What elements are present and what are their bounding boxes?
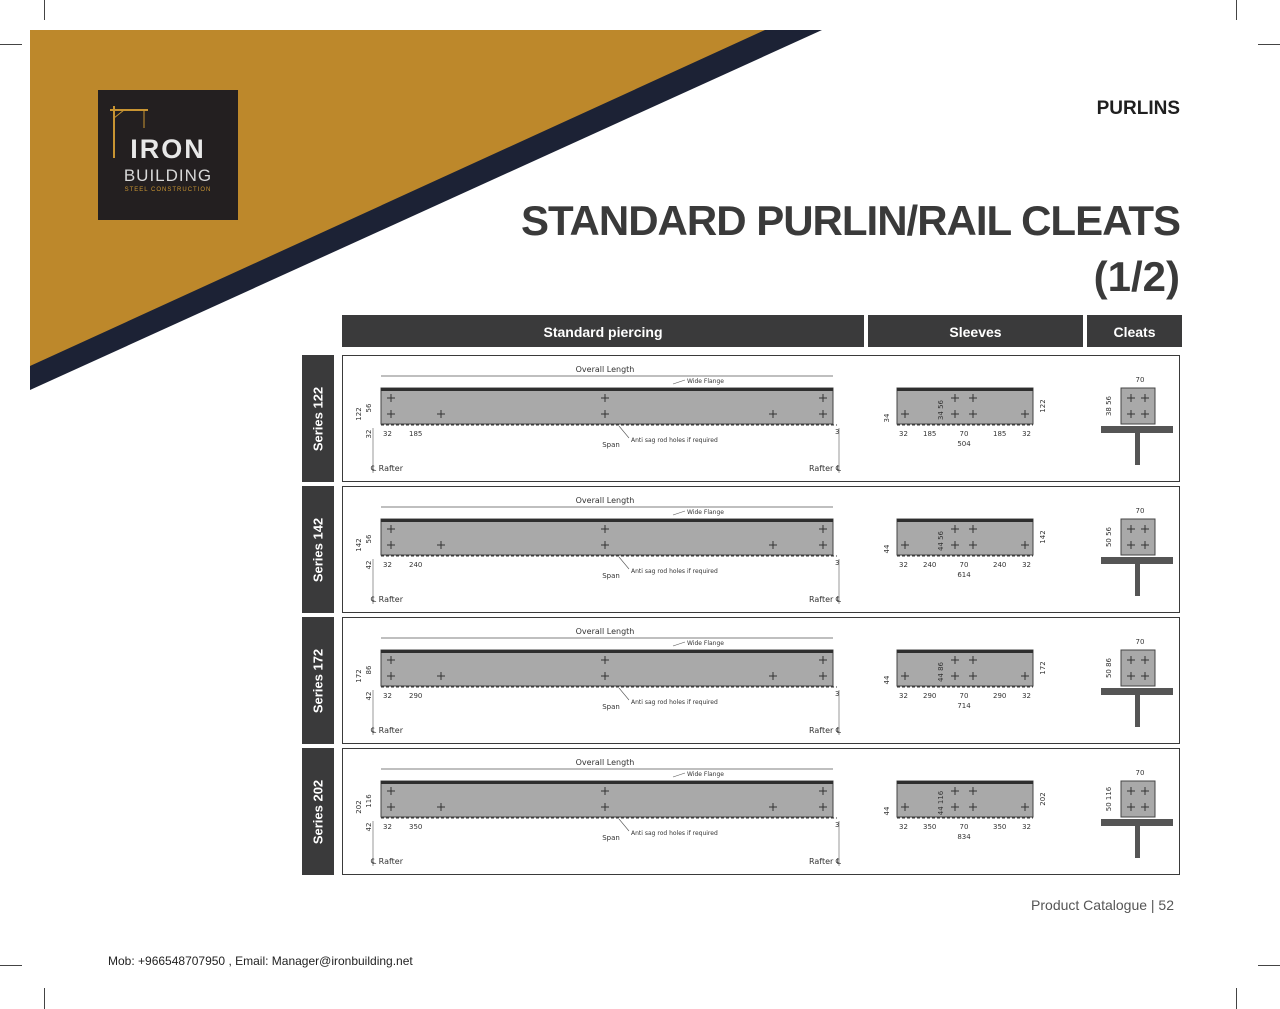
sleeve-edge-left: 32: [899, 823, 908, 831]
sleeve-edge-left: 32: [899, 430, 908, 438]
edge-dimension: 32: [383, 561, 392, 569]
sleeve-bottom-dimension: 34: [883, 413, 891, 423]
edge-dimension: 32: [383, 692, 392, 700]
sleeve-mid-dimension: 70: [959, 823, 969, 831]
span-label: Span: [602, 834, 620, 842]
series-label-text: Series 172: [310, 648, 326, 713]
sleeve-edge-right: 32: [1022, 692, 1031, 700]
sleeve-depth-dimension: 172: [1039, 661, 1047, 675]
sleeve-bottom-dimension: 44: [883, 544, 891, 554]
sleeve-mid-dimension: 70: [959, 430, 969, 438]
cleat-width-dimension: 70: [1135, 376, 1145, 384]
rafter-left-label: ℄ Rafter: [371, 857, 403, 866]
purlin-section: [381, 519, 833, 555]
sleeve-mid-dimension: 70: [959, 561, 969, 569]
sleeve-spacing-right: 290: [993, 692, 1007, 700]
sleeve-spacing-left: 290: [923, 692, 937, 700]
overall-length-label: Overall Length: [575, 758, 635, 767]
overall-length-label: Overall Length: [575, 496, 635, 505]
sleeve-inner-dimension: 44 56: [937, 530, 945, 552]
sleeve-total-dimension: 834: [957, 833, 971, 841]
hole-gap-dimension: 56: [365, 534, 373, 544]
sleeve-bottom-dimension: 44: [883, 675, 891, 685]
depth-dimension: 142: [355, 538, 363, 552]
anti-sag-label: Anti sag rod holes if required: [631, 830, 718, 837]
sleeve-spacing-left: 185: [923, 430, 937, 438]
sleeve-section: [897, 388, 1033, 424]
end-mark: 3: [835, 690, 840, 698]
series-row: [342, 748, 1180, 875]
logo-name-bottom: BUILDING: [123, 166, 213, 185]
sleeve-edge-left: 32: [899, 561, 908, 569]
rafter-flange: [1101, 688, 1173, 695]
series-row: [342, 617, 1180, 744]
page-title: STANDARD PURLIN/RAIL CLEATS: [521, 197, 1180, 244]
rafter-left-label: ℄ Rafter: [371, 464, 403, 473]
purlin-section: [381, 781, 833, 817]
wide-flange-label: Wide Flange: [687, 640, 724, 647]
purlin-section: [381, 388, 833, 424]
purlin-drawing: [343, 487, 1181, 614]
rafter-flange: [1101, 426, 1173, 433]
sleeve-inner-dimension: 34 56: [937, 399, 945, 421]
overall-length-label: Overall Length: [575, 365, 635, 374]
cleat-plate: [1121, 519, 1155, 555]
wide-flange-label: Wide Flange: [687, 378, 724, 385]
sleeve-total-dimension: 504: [957, 440, 971, 448]
sleeve-spacing-left: 350: [923, 823, 937, 831]
spacing-dimension: 240: [409, 561, 423, 569]
anti-sag-label: Anti sag rod holes if required: [631, 437, 718, 444]
purlin-drawing: [343, 749, 1181, 876]
sleeve-depth-dimension: 122: [1039, 399, 1047, 413]
column-header-standard-piercing: Standard piercing: [342, 315, 864, 347]
edge-dimension: 32: [383, 823, 392, 831]
sleeve-edge-right: 32: [1022, 561, 1031, 569]
sleeve-section: [897, 650, 1033, 686]
sleeve-total-dimension: 714: [957, 702, 971, 710]
rafter-right-label: Rafter ℄: [809, 464, 841, 473]
rafter-web: [1135, 695, 1140, 727]
cleat-height-dimension: 50 116: [1105, 786, 1113, 812]
spacing-dimension: 350: [409, 823, 423, 831]
rafter-left-label: ℄ Rafter: [371, 726, 403, 735]
anti-sag-label: Anti sag rod holes if required: [631, 699, 718, 706]
depth-dimension: 202: [355, 800, 363, 814]
sleeve-section: [897, 781, 1033, 817]
wide-flange-label: Wide Flange: [687, 509, 724, 516]
crop-mark: [1258, 44, 1280, 45]
sleeve-spacing-right: 185: [993, 430, 1007, 438]
crop-mark: [1236, 0, 1237, 20]
purlin-drawing: [343, 356, 1181, 483]
sleeve-depth-dimension: 142: [1039, 530, 1047, 544]
sleeve-edge-right: 32: [1022, 823, 1031, 831]
sleeve-mid-dimension: 70: [959, 692, 969, 700]
bottom-dimension: 42: [365, 822, 373, 832]
series-label: [302, 486, 334, 613]
page-title-part: (1/2): [1093, 253, 1180, 300]
rafter-right-label: Rafter ℄: [809, 857, 841, 866]
series-label: [302, 748, 334, 875]
end-mark: 3: [835, 821, 840, 829]
crop-mark: [1258, 965, 1280, 966]
sleeve-spacing-left: 240: [923, 561, 937, 569]
cleat-width-dimension: 70: [1135, 769, 1145, 777]
cleat-height-dimension: 38 56: [1105, 395, 1113, 417]
hole-gap-dimension: 86: [365, 665, 373, 675]
anti-sag-label: Anti sag rod holes if required: [631, 568, 718, 575]
series-label: [302, 617, 334, 744]
logo-name-top: IRON: [130, 134, 206, 164]
depth-dimension: 172: [355, 669, 363, 683]
cleat-plate: [1121, 650, 1155, 686]
crop-mark: [44, 0, 45, 20]
rafter-right-label: Rafter ℄: [809, 595, 841, 604]
cleat-width-dimension: 70: [1135, 638, 1145, 646]
hole-gap-dimension: 56: [365, 403, 373, 413]
sleeve-depth-dimension: 202: [1039, 792, 1047, 806]
rafter-left-label: ℄ Rafter: [371, 595, 403, 604]
contact-info: Mob: +966548707950 , Email: Manager@ironbuilding.net: [108, 954, 413, 968]
hole-gap-dimension: 116: [365, 794, 373, 808]
column-header-cleats: Cleats: [1087, 315, 1182, 347]
cleat-height-dimension: 50 86: [1105, 657, 1113, 679]
rafter-flange: [1101, 819, 1173, 826]
logo-tagline: STEEL CONSTRUCTION: [124, 187, 212, 193]
span-label: Span: [602, 703, 620, 711]
crane-icon: [108, 100, 152, 160]
page-number: Product Catalogue | 52: [1031, 897, 1174, 913]
series-label-text: Series 142: [310, 517, 326, 582]
sleeve-spacing-right: 240: [993, 561, 1007, 569]
sleeve-edge-right: 32: [1022, 430, 1031, 438]
span-label: Span: [602, 572, 620, 580]
rafter-web: [1135, 433, 1140, 465]
sleeve-edge-left: 32: [899, 692, 908, 700]
span-label: Span: [602, 441, 620, 449]
bottom-dimension: 32: [365, 429, 373, 439]
series-label-text: Series 202: [310, 779, 326, 844]
purlin-drawing: [343, 618, 1181, 745]
sleeve-inner-dimension: 44 86: [937, 661, 945, 683]
rafter-web: [1135, 564, 1140, 596]
spacing-dimension: 185: [409, 430, 423, 438]
series-label-text: Series 122: [310, 386, 326, 451]
sleeve-inner-dimension: 44 116: [937, 790, 945, 816]
crop-mark: [1236, 988, 1237, 1009]
sleeve-bottom-dimension: 44: [883, 806, 891, 816]
crop-mark: [0, 965, 22, 966]
sleeve-spacing-right: 350: [993, 823, 1007, 831]
overall-length-label: Overall Length: [575, 627, 635, 636]
series-row: [342, 486, 1180, 613]
end-mark: 3: [835, 428, 840, 436]
rafter-flange: [1101, 557, 1173, 564]
end-mark: 3: [835, 559, 840, 567]
cleat-plate: [1121, 781, 1155, 817]
edge-dimension: 32: [383, 430, 392, 438]
purlin-section: [381, 650, 833, 686]
rafter-web: [1135, 826, 1140, 858]
crop-mark: [0, 44, 22, 45]
series-row: [342, 355, 1180, 482]
section-label: PURLINS: [1096, 98, 1180, 119]
cleat-height-dimension: 50 56: [1105, 526, 1113, 548]
crop-mark: [44, 988, 45, 1009]
spacing-dimension: 290: [409, 692, 423, 700]
depth-dimension: 122: [355, 407, 363, 421]
sleeve-section: [897, 519, 1033, 555]
sleeve-total-dimension: 614: [957, 571, 971, 579]
column-header-sleeves: Sleeves: [868, 315, 1083, 347]
cleat-width-dimension: 70: [1135, 507, 1145, 515]
bottom-dimension: 42: [365, 560, 373, 570]
bottom-dimension: 42: [365, 691, 373, 701]
series-label: [302, 355, 334, 482]
rafter-right-label: Rafter ℄: [809, 726, 841, 735]
wide-flange-label: Wide Flange: [687, 771, 724, 778]
cleat-plate: [1121, 388, 1155, 424]
